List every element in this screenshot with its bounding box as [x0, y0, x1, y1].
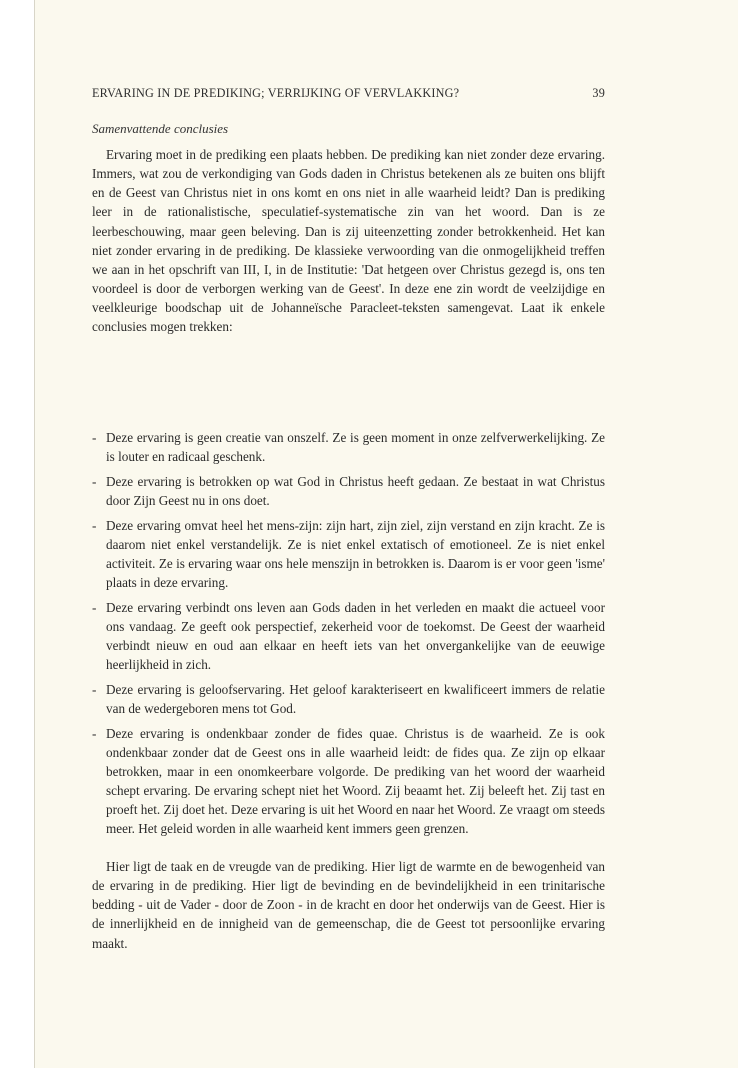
list-dash: -	[92, 725, 97, 741]
running-title: ERVARING IN DE PREDIKING; VERRIJKING OF VERVLAKKING?	[92, 86, 460, 100]
list-item	[92, 598, 605, 675]
page-edge-line	[34, 0, 35, 1068]
list-dash: -	[92, 681, 97, 697]
list-item	[92, 680, 605, 718]
list-dash: -	[92, 599, 97, 615]
list-item-text: Deze ervaring is ondenkbaar zonder de fides quae. Christus is de waarheid. Ze is ook ondenkbaar zonder dat de Geest ons in alle waarheid leidt: de fides qua. Ze zijn op elkaar betrokken, maar in een onomkeerbare volgorde. De prediking van het woord der waarheid schept ervaring. De ervaring schept niet het Woord. Zij beaamt het. Zij beleeft het. Zij tast en proeft het. Zij doet het. Deze ervaring is uit het Woord en naar het Woord. Ze vraagt om steeds meer. Het geleid worden in alle waarheid kent immers geen grenzen.	[106, 725, 605, 837]
list-item-text: Deze ervaring is geloofservaring. Het geloof karakteriseert en kwalificeert immers de relatie van de wedergeboren mens tot God.	[106, 681, 605, 717]
list-item-text: Deze ervaring is geen creatie van onszelf. Ze is geen moment in onze zelfverwerkelijking. Ze is louter en radicaal geschenk.	[106, 430, 605, 465]
closing-paragraph: Hier ligt de taak en de vreugde van de prediking. Hier ligt de warmte en de bewogenheid van de ervaring in de prediking. Hier ligt de bevinding en de bevindelijkheid in een trinitarische bedding - uit de Vader - door de Zoon - in de kracht en door het onderwijs van de Geest. Hier is de innerlijkheid en de innigheid van de gemeenschap, die de Geest tot persoonlijke ervaring maakt.	[92, 859, 605, 951]
section-title: Samenvattende conclusies	[92, 121, 229, 136]
running-head	[92, 86, 605, 101]
list-item	[92, 428, 605, 466]
list-item-text: Deze ervaring is betrokken op wat God in Christus heeft gedaan. Ze bestaat in wat Christus door Zijn Geest nu in ons doet.	[106, 473, 605, 508]
intro-paragraph: Ervaring moet in de prediking een plaats hebben. De prediking kan niet zonder deze ervaring. Immers, wat zou de verkondiging van Gods daden in Christus betekenen als ze buiten ons blijft en de Geest van Christus niet in ons komt en ons niet in alle waarheid leidt? Dan is prediking leer in de rationalistische, speculatief-systematische zin van het woord. Dan is ze leerbeschouwing, maar geen beleving. Dan is zij uiteenzetting zonder betrokkenheid. Het kan niet zonder ervaring in de prediking. De klassieke verwoording van die onmogelijkheid treffen we aan in het opschrift van III, I, in de Institutie: 'Dat hetgeen over Christus gezegd is, ons ten voordeel is door de verborgen werking van de Geest'. In deze ene zin wordt de veelzijdige en veelkleurige boodschap uit de Johanneïsche Paracleet-teksten samengevat. Laat ik enkele conclusies mogen trekken:	[92, 147, 605, 335]
list-item	[92, 472, 605, 510]
page-number: 39	[592, 86, 605, 100]
list-item	[92, 516, 605, 593]
list-item-text: Deze ervaring omvat heel het mens-zijn: zijn hart, zijn ziel, zijn verstand en zijn kracht. Ze is daarom niet enkel verstandelijk. Ze is niet enkel extatisch of emotioneel. Ze is niet enkel activiteit. Ze is ervaring waar ons hele menszijn in betrokken is. Daarom is er voor geen 'isme' plaats in deze ervaring.	[106, 517, 605, 591]
list-dash: -	[92, 473, 97, 489]
list-item-text: Deze ervaring verbindt ons leven aan Gods daden in het verleden en maakt die actueel voor ons vandaag. Ze geeft ook perspectief, zekerheid voor de toekomst. De Geest der waarheid verbindt nieuw en oud aan elkaar en heeft iets van het onvergankelijke van de eeuwige heerlijkheid in zich.	[106, 599, 605, 673]
list-dash: -	[92, 430, 97, 445]
list-item	[92, 724, 605, 839]
list-dash: -	[92, 517, 97, 533]
conclusions-list	[92, 428, 605, 844]
